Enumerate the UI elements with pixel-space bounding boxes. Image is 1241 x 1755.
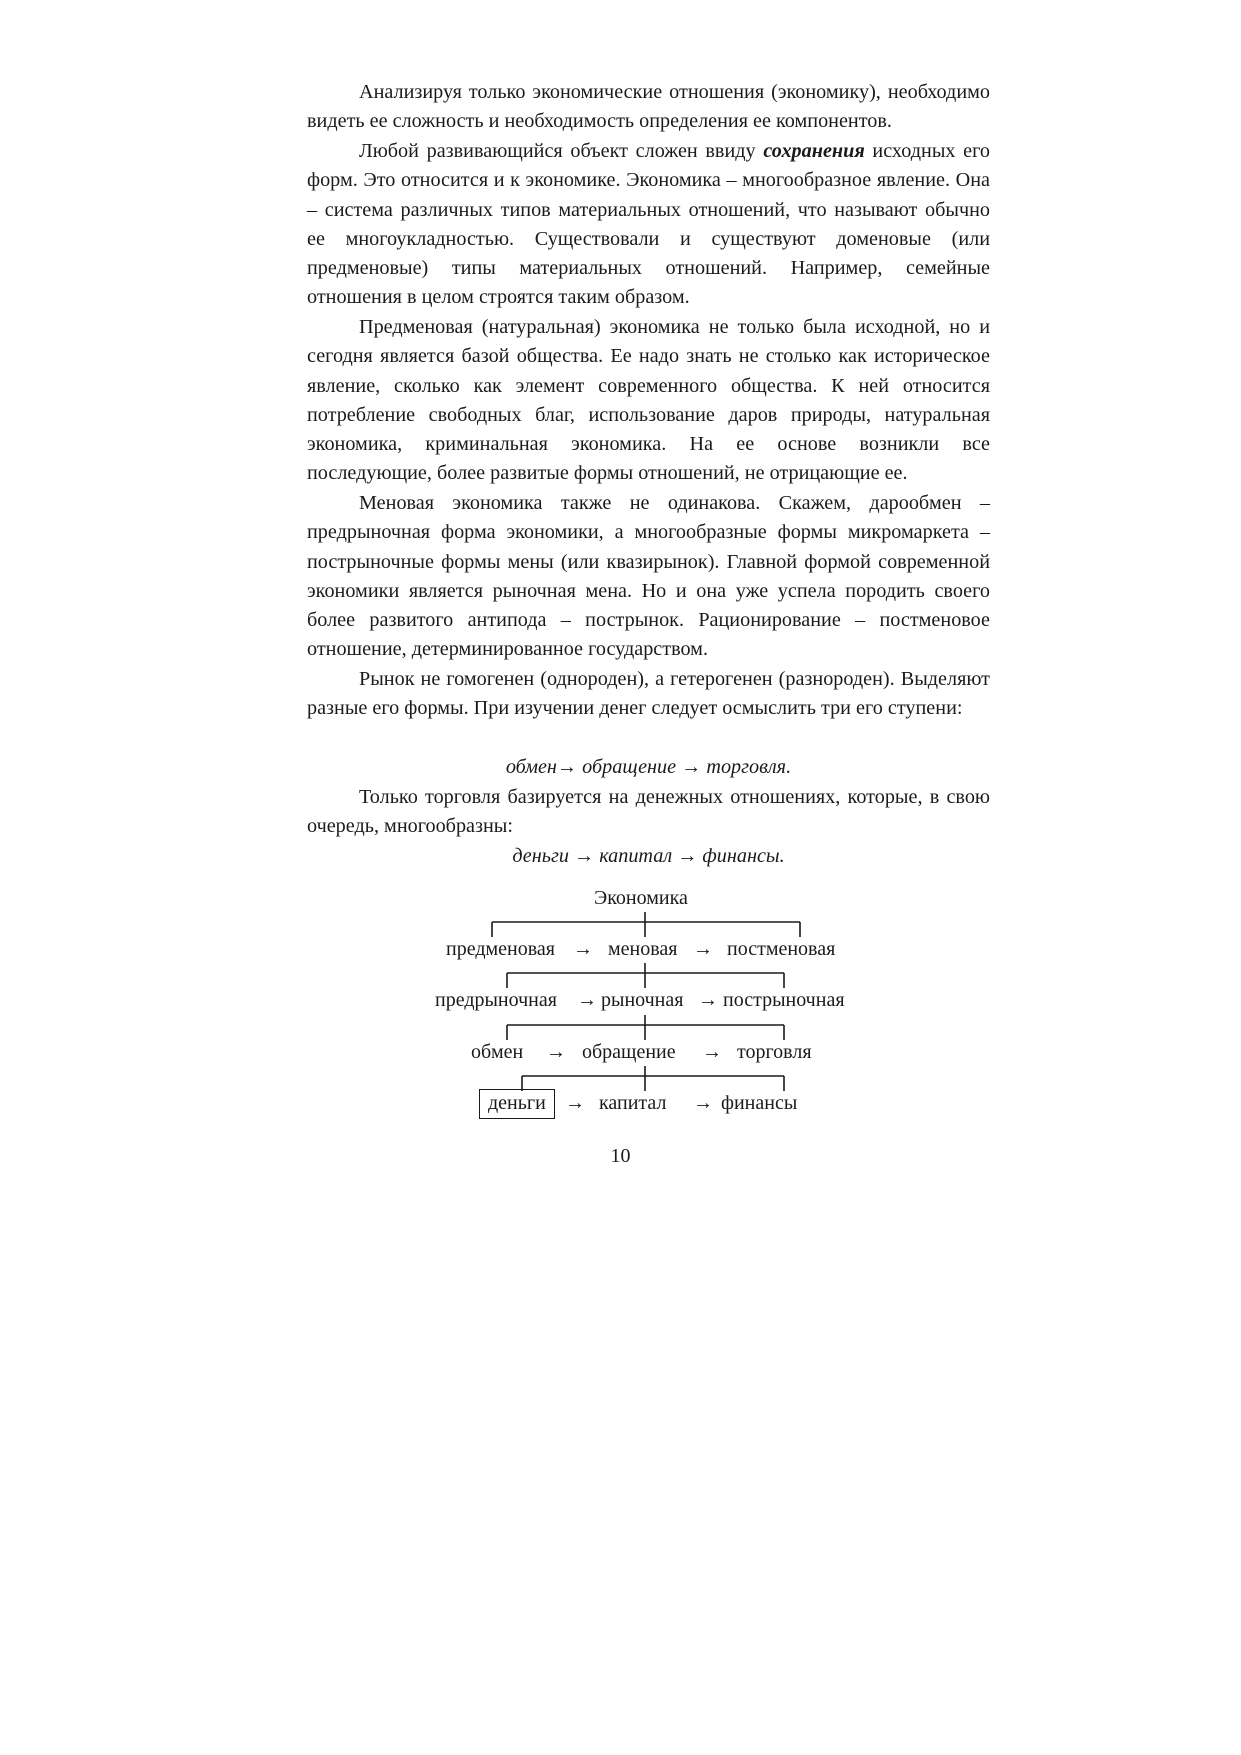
paragraph-4: Меновая экономика также не одинакова. Скажем, дарообмен – предрыночная форма экономики, а многообразные формы микромаркета – пострыночные формы мены (или квазирынок). Главной формой современной экономики является рыночная мена. Но и она уже успела породить своего более развитого антипода – пострынок. Рационирование – постменовое отношение, детерминированное государством. [307, 492, 990, 661]
diagram-l4-mid: капитал [599, 1092, 667, 1114]
diagram-root: Экономика [594, 887, 688, 909]
diagram-l2-right: пострыночная [723, 989, 845, 1011]
diagram-l4-left-boxed: деньги [479, 1089, 555, 1119]
diagram-l3-left: обмен [471, 1041, 524, 1063]
diagram-l4-arrow-2: → [693, 1092, 713, 1114]
diagram-l3-arrow-1: → [546, 1041, 566, 1063]
paragraph-6: Только торговля базируется на денежных отношениях, которые, в свою очередь, многообразны: [307, 786, 990, 838]
page-number: 10 [610, 1145, 631, 1167]
diagram-l3-right: торговля [737, 1041, 812, 1063]
paragraph-3: Предменовая (натуральная) экономика не только была исходной, но и сегодня является базой общества. Ее надо знать не столько как историческое явление, сколько как элемент современного общества. К ней относится потребление свободных благ, использование даров природы, натуральная экономика, криминальная экономика. На ее основе возникли все последующие, более развитые формы отношений, не отрицающие ее. [307, 316, 990, 485]
paragraph-5: Рынок не гомогенен (однороден), а гетерогенен (разнороден). Выделяют разные его формы. При изучении денег следует осмыслить три его ступени: [307, 668, 990, 720]
diagram-l2-arrow-2: → [698, 989, 718, 1011]
diagram-l2-mid: рыночная [601, 989, 684, 1011]
paragraph-2-rest: исходных его форм. Это относится и к экономике. Экономика – многообразное явление. Она – система различных типов материальных отношений, что называют обычно ее многоукладностью. Существовали и существуют доменовые (или предменовые) типы материальных отношений. Например, семейные отношения в целом строятся таким образом. [307, 140, 990, 309]
diagram-l2-arrow-1: → [577, 989, 597, 1011]
diagram-l1-right: постменовая [727, 938, 836, 960]
diagram-l4-arrow-1: → [565, 1092, 585, 1114]
paragraph-1: Анализируя только экономические отношения (экономику), необходимо видеть ее сложность и необходимость определения ее компонентов. [307, 81, 990, 133]
paragraph-2-start: Любой развивающийся объект сложен ввиду [359, 140, 764, 162]
diagram-l1-arrow-1: → [573, 938, 593, 960]
formula-exchange: обмен→ обращение → торговля. [505, 756, 792, 778]
diagram-l1-arrow-2: → [693, 938, 713, 960]
diagram-l1-left: предменовая [446, 938, 555, 960]
formula-money: деньги → капитал → финансы. [512, 845, 785, 867]
diagram-l2-left: предрыночная [435, 989, 557, 1011]
emphasis-word: сохранения [763, 140, 865, 162]
diagram-l3-arrow-2: → [702, 1041, 722, 1063]
paragraph-2 [307, 137, 990, 313]
diagram-l4-right: финансы [721, 1092, 798, 1114]
diagram-l1-mid: меновая [608, 938, 678, 960]
diagram-l3-mid: обращение [582, 1041, 676, 1063]
